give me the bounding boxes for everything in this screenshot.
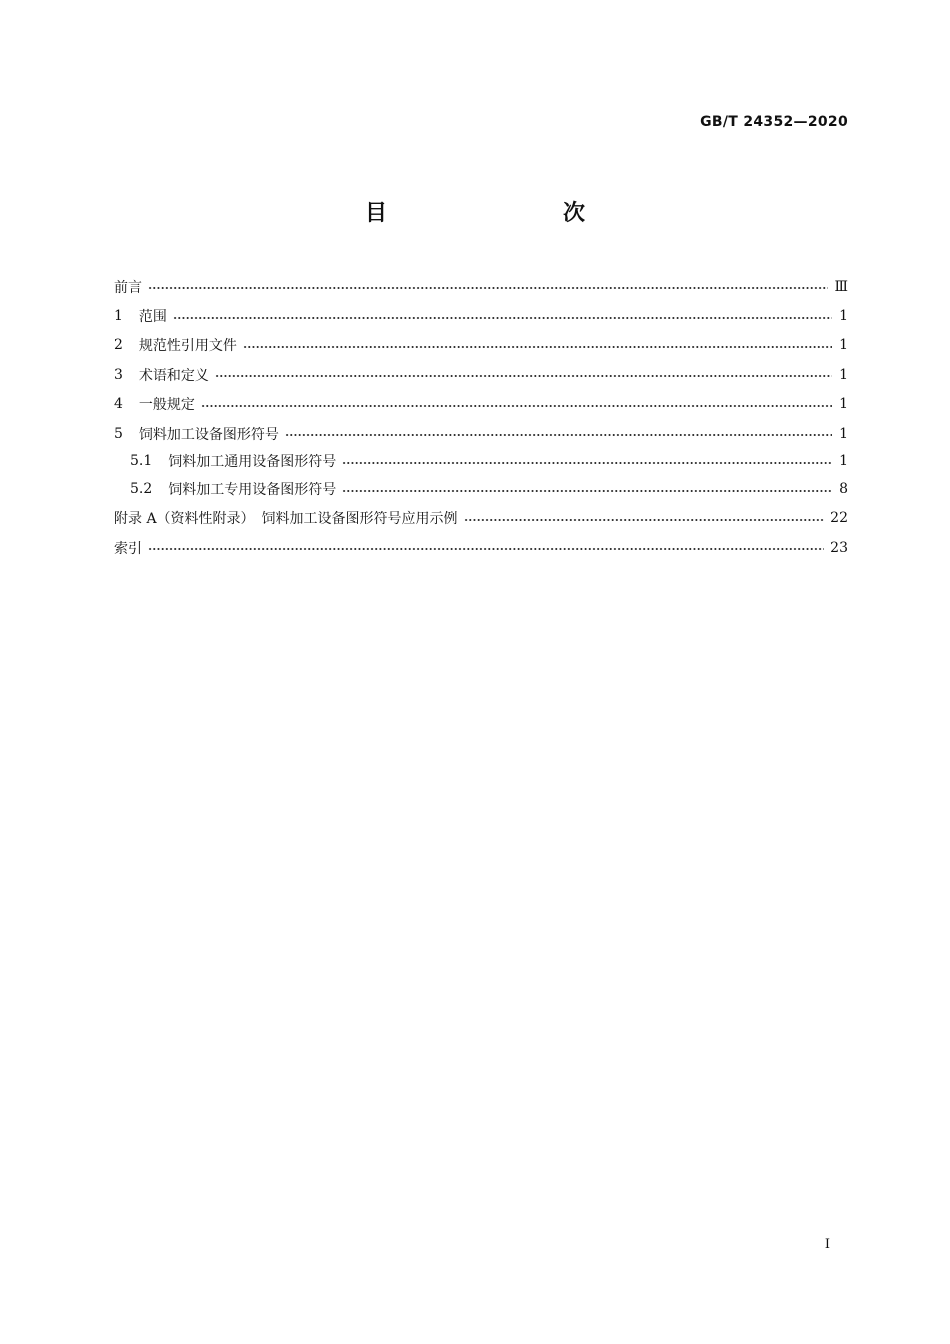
table-of-contents [114,272,848,563]
dot-leader [201,405,832,407]
dot-leader [342,462,832,464]
toc-entry-number: 4 [114,396,123,413]
toc-entry-graphic-symbols[interactable] [114,419,848,448]
toc-entry-index[interactable] [114,533,848,562]
dot-leader [464,519,825,521]
toc-entry-page: 1 [839,425,848,442]
toc-entry-annex-a[interactable] [114,504,848,533]
toc-entry-general-equipment-symbols[interactable] [114,448,848,474]
toc-entry-label: 饲料加工通用设备图形符号 [168,454,337,471]
toc-entry-page: 1 [839,337,848,354]
dot-leader [173,317,832,319]
toc-entry-scope[interactable] [114,301,848,330]
toc-entry-page: 1 [839,396,848,413]
toc-entry-terms-definitions[interactable] [114,360,848,389]
toc-entry-number: 2 [114,337,123,354]
standard-code: GB/T 24352—2020 [700,114,848,130]
dot-leader [148,548,824,550]
toc-entry-normative-references[interactable] [114,331,848,360]
dot-leader [215,375,832,377]
toc-entry-page: 23 [830,539,848,556]
toc-entry-label: 饲料加工专用设备图形符号 [168,482,337,499]
toc-entry-general-provisions[interactable] [114,390,848,419]
toc-entry-foreword[interactable] [114,272,848,301]
dot-leader [285,434,832,436]
toc-entry-page: 8 [839,481,848,498]
toc-entry-number: 3 [114,366,123,383]
toc-entry-label: 附录 A（资料性附录） 饲料加工设备图形符号应用示例 [114,511,458,528]
toc-entry-label: 前言 [114,279,142,296]
toc-entry-number: 1 [114,308,123,325]
toc-entry-label: 饲料加工设备图形符号 [138,426,279,443]
toc-title: 目 次 [364,201,629,226]
page-number: Ⅰ [824,1237,830,1252]
toc-entry-page: 1 [839,366,848,383]
toc-entry-special-equipment-symbols[interactable] [114,474,848,503]
toc-entry-label: 规范性引用文件 [138,338,237,355]
dot-leader [342,490,832,492]
toc-entry-page: 1 [839,308,848,325]
toc-entry-number: 5.2 [130,481,153,498]
toc-entry-label: 范围 [138,309,167,326]
dot-leader [243,346,832,348]
toc-entry-page: Ⅲ [834,278,848,295]
toc-entry-page: 22 [830,510,848,527]
toc-entry-page: 1 [839,453,848,470]
toc-entry-number: 5.1 [130,453,153,470]
toc-entry-label: 索引 [114,540,142,557]
dot-leader [148,287,828,289]
toc-entry-label: 术语和定义 [138,367,209,384]
toc-entry-number: 5 [114,425,123,442]
toc-entry-label: 一般规定 [138,397,195,414]
